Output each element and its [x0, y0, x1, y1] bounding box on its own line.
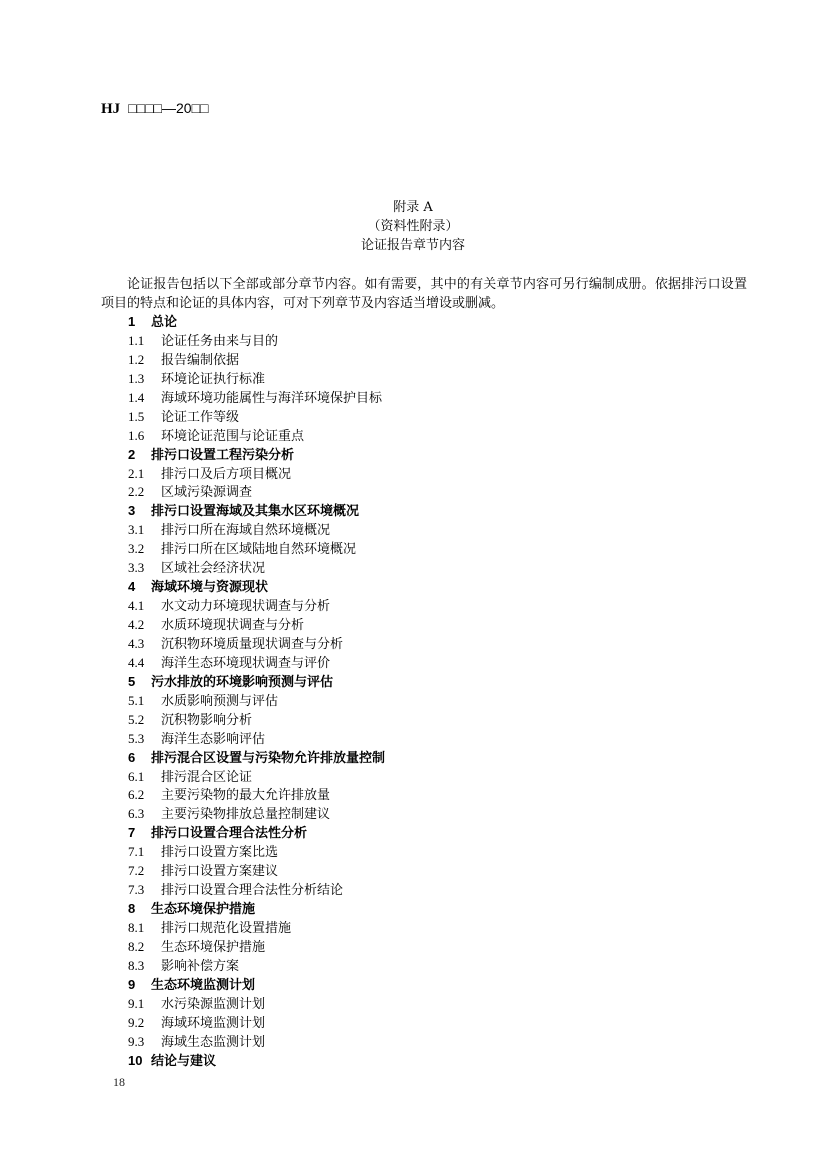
standard-code-number: □□□□—20□□ — [128, 100, 209, 116]
section-title: 总论 — [151, 315, 178, 330]
section-number: 1 — [128, 314, 136, 329]
section-item — [128, 559, 385, 578]
section-number: 5 — [128, 673, 136, 689]
chapter-heading — [128, 313, 385, 332]
section-title: 海域生态监测计划 — [161, 1034, 266, 1050]
section-number: 2.2 — [128, 484, 145, 500]
section-number: 3.2 — [128, 541, 145, 557]
section-item — [128, 805, 385, 824]
chapter-heading — [128, 1052, 385, 1071]
section-item — [128, 919, 385, 938]
section-item — [128, 881, 385, 900]
section-title: 论证任务由来与目的 — [161, 333, 279, 349]
section-number: 7.2 — [128, 863, 145, 879]
section-number: 2.1 — [128, 465, 145, 481]
section-title: 排污口设置工程污染分析 — [151, 447, 295, 463]
section-title: 排污口设置方案建议 — [161, 864, 279, 880]
section-item — [128, 483, 385, 502]
section-title: 结论与建议 — [151, 1053, 217, 1069]
section-number: 8.3 — [128, 957, 145, 973]
section-item — [128, 370, 385, 389]
section-title: 排污混合区设置与污染物允许排放量控制 — [151, 750, 386, 766]
section-item — [128, 521, 385, 540]
section-number: 6.2 — [128, 787, 145, 803]
section-item — [128, 332, 385, 351]
section-title: 水文动力环境现状调查与分析 — [161, 599, 331, 615]
section-item — [128, 408, 385, 427]
section-item — [128, 957, 385, 976]
section-item — [128, 1033, 385, 1052]
section-item — [128, 597, 385, 616]
section-title: 排污混合区论证 — [161, 769, 253, 785]
section-item — [128, 938, 385, 957]
section-title: 排污口及后方项目概况 — [161, 466, 292, 482]
section-item — [128, 843, 385, 862]
section-number: 10 — [128, 1052, 143, 1068]
appendix-heading: 论证报告章节内容 — [360, 238, 465, 253]
intro-paragraph: 论证报告包括以下全部或部分章节内容。如有需要，其中的有关章节内容可另行编制成册。依据排污口设置项目的特点和论证的具体内容，可对下列章节及内容适当增设或删减。 — [101, 277, 747, 311]
section-title: 生态环境保护措施 — [161, 939, 266, 955]
standard-code-prefix: HJ — [101, 101, 121, 117]
section-number: 1.2 — [128, 351, 145, 367]
section-number: 1.4 — [128, 389, 145, 405]
section-number: 4 — [128, 579, 136, 595]
section-title: 环境论证范围与论证重点 — [161, 428, 305, 444]
section-item — [128, 427, 385, 446]
section-item — [128, 730, 385, 749]
chapter-heading — [128, 578, 385, 597]
section-title: 水质影响预测与评估 — [161, 693, 279, 709]
section-title: 沉积物影响分析 — [161, 712, 253, 728]
section-number: 8 — [128, 901, 136, 917]
section-number: 7.3 — [128, 882, 145, 898]
chapter-outline — [128, 313, 385, 1071]
section-item — [128, 768, 385, 787]
section-item — [128, 616, 385, 635]
section-title: 环境论证执行标准 — [161, 371, 266, 387]
section-title: 海域环境监测计划 — [161, 1015, 266, 1031]
section-number: 8.1 — [128, 920, 145, 935]
document-header — [101, 98, 208, 119]
section-number: 9 — [128, 976, 136, 992]
section-title: 污水排放的环境影响预测与评估 — [151, 674, 334, 690]
section-title: 生态环境保护措施 — [151, 902, 256, 918]
section-title: 报告编制依据 — [161, 352, 240, 368]
section-item — [128, 711, 385, 730]
section-number: 8.2 — [128, 938, 145, 954]
section-title: 生态环境监测计划 — [151, 977, 256, 993]
chapter-heading — [128, 824, 385, 843]
section-number: 1.3 — [128, 370, 145, 386]
section-number: 1.6 — [128, 427, 145, 443]
chapter-heading — [128, 673, 385, 692]
section-title: 海域环境功能属性与海洋环境保护目标 — [161, 390, 383, 406]
section-number: 1.5 — [128, 408, 145, 424]
appendix-title-block — [0, 198, 826, 255]
section-number: 7 — [128, 825, 136, 841]
section-item — [128, 635, 385, 654]
section-number: 5.2 — [128, 711, 145, 727]
page-number: 18 — [113, 1075, 125, 1089]
section-title: 海洋生态影响评估 — [161, 731, 266, 747]
section-number: 9.2 — [128, 1014, 145, 1030]
section-title: 排污口设置合理合法性分析结论 — [161, 883, 344, 899]
section-item — [128, 1014, 385, 1033]
section-number: 9.3 — [128, 1033, 145, 1049]
chapter-heading — [128, 749, 385, 768]
section-number: 6.1 — [128, 768, 145, 784]
section-item — [128, 540, 385, 559]
section-number: 4.4 — [128, 654, 145, 670]
section-title: 排污口所在区域陆地自然环境概况 — [161, 542, 357, 558]
section-number: 4.2 — [128, 617, 145, 632]
section-number: 3.3 — [128, 560, 145, 576]
section-number: 6.3 — [128, 806, 145, 822]
section-item — [128, 389, 385, 408]
section-number: 2 — [128, 446, 136, 462]
section-title: 排污口设置合理合法性分析 — [151, 826, 308, 842]
section-title: 影响补偿方案 — [161, 958, 240, 974]
section-title: 沉积物环境质量现状调查与分析 — [161, 636, 344, 652]
chapter-heading — [128, 446, 385, 465]
section-number: 5.1 — [128, 692, 145, 708]
section-number: 3 — [128, 503, 136, 519]
section-title: 水污染源监测计划 — [161, 996, 266, 1012]
section-title: 排污口所在海域自然环境概况 — [161, 523, 331, 539]
appendix-title: 附录 A — [393, 200, 433, 215]
section-item — [128, 692, 385, 711]
section-item — [128, 351, 385, 370]
chapter-heading — [128, 900, 385, 919]
section-item — [128, 654, 385, 673]
section-title: 论证工作等级 — [161, 409, 240, 425]
section-number: 4.1 — [128, 598, 145, 614]
section-title: 区域社会经济状况 — [161, 561, 266, 577]
section-number: 9.1 — [128, 995, 145, 1011]
section-title: 排污口设置方案比选 — [161, 845, 279, 861]
chapter-heading — [128, 976, 385, 995]
section-title: 排污口规范化设置措施 — [161, 921, 292, 936]
section-title: 排污口设置海域及其集水区环境概况 — [151, 504, 360, 520]
section-title: 区域污染源调查 — [161, 485, 253, 501]
section-number: 7.1 — [128, 844, 145, 860]
section-number: 4.3 — [128, 635, 145, 651]
section-number: 1.1 — [128, 332, 145, 348]
section-title: 水质环境现状调查与分析 — [161, 618, 305, 633]
chapter-heading — [128, 502, 385, 521]
section-title: 主要污染物排放总量控制建议 — [161, 807, 331, 823]
section-item — [128, 465, 385, 484]
section-title: 海域环境与资源现状 — [151, 580, 269, 596]
section-item — [128, 995, 385, 1014]
section-number: 6 — [128, 749, 136, 765]
section-item — [128, 862, 385, 881]
section-number: 5.3 — [128, 730, 145, 746]
section-title: 主要污染物的最大允许排放量 — [161, 788, 331, 804]
section-item — [128, 786, 385, 805]
section-number: 3.1 — [128, 522, 145, 538]
section-title: 海洋生态环境现状调查与评价 — [161, 655, 331, 671]
appendix-subtitle: （资料性附录） — [367, 219, 459, 234]
